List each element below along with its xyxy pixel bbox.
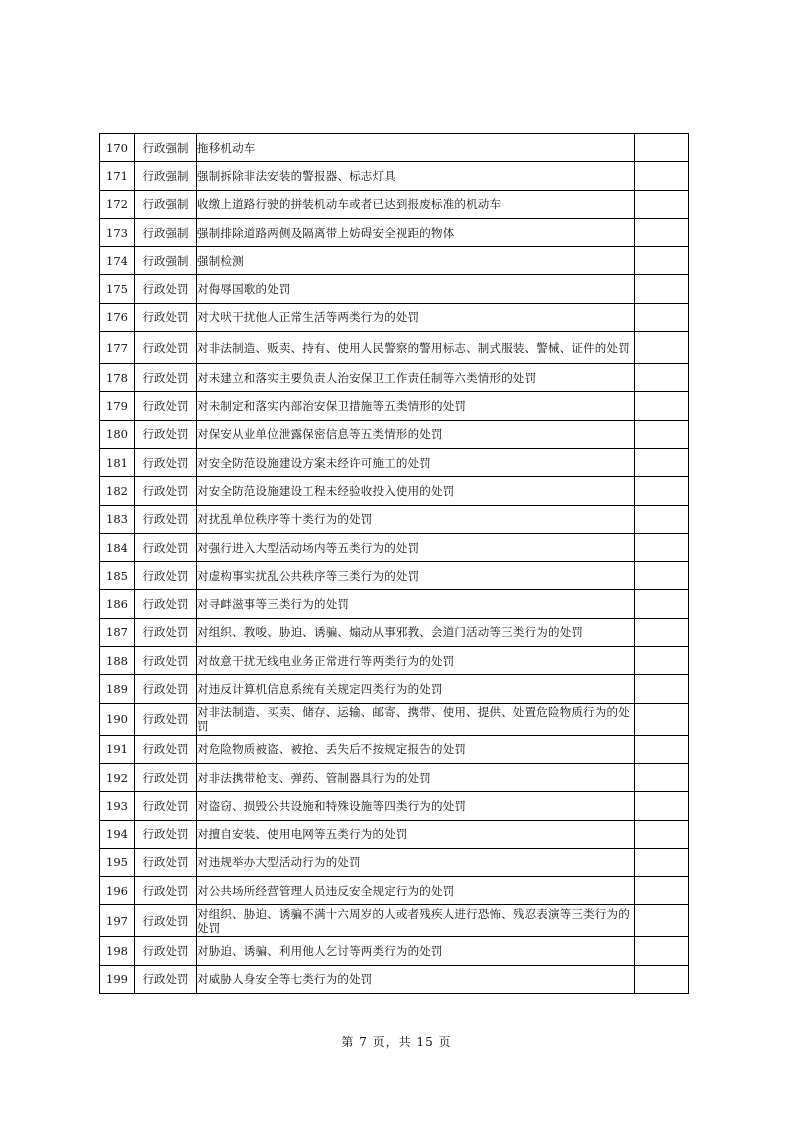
row-category: 行政处罚 (135, 877, 197, 905)
row-item-name: 对虚构事实扰乱公共秩序等三类行为的处罚 (197, 562, 635, 590)
page-footer-number: 第 7 页，共 15 页 (341, 1035, 452, 1049)
row-empty-cell (635, 505, 689, 533)
row-category: 行政处罚 (135, 364, 197, 392)
row-number: 178 (100, 364, 135, 392)
row-category: 行政处罚 (135, 533, 197, 561)
row-number: 174 (100, 247, 135, 275)
row-empty-cell (635, 275, 689, 303)
row-item-name: 对犬吠干扰他人正常生活等两类行为的处罚 (197, 303, 635, 331)
row-item-name: 强制拆除非法安装的警报器、标志灯具 (197, 162, 635, 190)
row-item-name: 对非法携带枪支、弹药、管制器具行为的处罚 (197, 763, 635, 791)
row-item-name: 对违反计算机信息系统有关规定四类行为的处罚 (197, 675, 635, 703)
table-row (100, 505, 689, 533)
row-item-name: 对未建立和落实主要负责人治安保卫工作责任制等六类情形的处罚 (197, 364, 635, 392)
row-item-name: 强制排除道路两侧及隔离带上妨碍安全视距的物体 (197, 218, 635, 246)
row-empty-cell (635, 848, 689, 876)
table-row (100, 364, 689, 392)
row-category: 行政强制 (135, 162, 197, 190)
table-row (100, 848, 689, 876)
row-empty-cell (635, 190, 689, 218)
row-category: 行政处罚 (135, 647, 197, 675)
row-category: 行政处罚 (135, 303, 197, 331)
row-category: 行政处罚 (135, 937, 197, 965)
table-row (100, 134, 689, 162)
table-row (100, 905, 689, 937)
row-empty-cell (635, 937, 689, 965)
table-row (100, 763, 689, 791)
row-category: 行政处罚 (135, 275, 197, 303)
row-number: 195 (100, 848, 135, 876)
row-empty-cell (635, 792, 689, 820)
row-item-name: 对安全防范设施建设方案未经许可施工的处罚 (197, 448, 635, 476)
row-category: 行政处罚 (135, 392, 197, 420)
row-empty-cell (635, 332, 689, 364)
row-category: 行政处罚 (135, 618, 197, 646)
table-row (100, 303, 689, 331)
row-number: 194 (100, 820, 135, 848)
row-number: 187 (100, 618, 135, 646)
row-item-name: 对组织、教唆、胁迫、诱骗、煽动从事邪教、会道门活动等三类行为的处罚 (197, 618, 635, 646)
row-number: 191 (100, 735, 135, 763)
row-empty-cell (635, 877, 689, 905)
row-category: 行政处罚 (135, 735, 197, 763)
row-item-name: 对组织、胁迫、诱骗不满十六周岁的人或者残疾人进行恐怖、残忍表演等三类行为的处罚 (197, 905, 635, 937)
row-item-name: 对违规举办大型活动行为的处罚 (197, 848, 635, 876)
row-number: 182 (100, 477, 135, 505)
row-category: 行政处罚 (135, 505, 197, 533)
row-number: 183 (100, 505, 135, 533)
table-row (100, 965, 689, 993)
table-row (100, 937, 689, 965)
row-category: 行政处罚 (135, 590, 197, 618)
row-number: 185 (100, 562, 135, 590)
row-number: 186 (100, 590, 135, 618)
row-item-name: 对未制定和落实内部治安保卫措施等五类情形的处罚 (197, 392, 635, 420)
row-empty-cell (635, 965, 689, 993)
row-number: 171 (100, 162, 135, 190)
row-number: 172 (100, 190, 135, 218)
table-row (100, 562, 689, 590)
row-number: 198 (100, 937, 135, 965)
row-empty-cell (635, 420, 689, 448)
row-category: 行政处罚 (135, 448, 197, 476)
row-number: 196 (100, 877, 135, 905)
row-category: 行政处罚 (135, 477, 197, 505)
row-empty-cell (635, 448, 689, 476)
row-item-name: 对危险物质被盗、被抢、丢失后不按规定报告的处罚 (197, 735, 635, 763)
row-item-name: 对寻衅滋事等三类行为的处罚 (197, 590, 635, 618)
row-empty-cell (635, 562, 689, 590)
row-category: 行政强制 (135, 218, 197, 246)
row-item-name: 对安全防范设施建设工程未经验收投入使用的处罚 (197, 477, 635, 505)
row-category: 行政处罚 (135, 675, 197, 703)
row-empty-cell (635, 590, 689, 618)
row-item-name: 对威胁人身安全等七类行为的处罚 (197, 965, 635, 993)
row-category: 行政处罚 (135, 820, 197, 848)
row-number: 193 (100, 792, 135, 820)
row-category: 行政处罚 (135, 332, 197, 364)
row-empty-cell (635, 533, 689, 561)
row-number: 188 (100, 647, 135, 675)
row-number: 177 (100, 332, 135, 364)
row-item-name: 强制检测 (197, 247, 635, 275)
row-item-name: 对扰乱单位秩序等十类行为的处罚 (197, 505, 635, 533)
row-item-name: 对胁迫、诱骗、利用他人乞讨等两类行为的处罚 (197, 937, 635, 965)
row-number: 176 (100, 303, 135, 331)
row-number: 189 (100, 675, 135, 703)
item-table-body (100, 134, 689, 994)
row-number: 192 (100, 763, 135, 791)
row-number: 175 (100, 275, 135, 303)
table-row (100, 675, 689, 703)
row-item-name: 对擅自安装、使用电网等五类行为的处罚 (197, 820, 635, 848)
table-row (100, 392, 689, 420)
row-category: 行政处罚 (135, 848, 197, 876)
row-item-name: 对盗窃、损毁公共设施和特殊设施等四类行为的处罚 (197, 792, 635, 820)
row-empty-cell (635, 303, 689, 331)
row-empty-cell (635, 763, 689, 791)
row-number: 180 (100, 420, 135, 448)
row-number: 199 (100, 965, 135, 993)
table-row (100, 618, 689, 646)
row-empty-cell (635, 675, 689, 703)
row-empty-cell (635, 820, 689, 848)
row-empty-cell (635, 162, 689, 190)
row-number: 179 (100, 392, 135, 420)
row-item-name: 对非法制造、买卖、储存、运输、邮寄、携带、使用、提供、处置危险物质行为的处罚 (197, 703, 635, 735)
row-item-name: 对侮辱国歌的处罚 (197, 275, 635, 303)
row-category: 行政处罚 (135, 703, 197, 735)
table-row (100, 877, 689, 905)
table-row (100, 190, 689, 218)
row-empty-cell (635, 477, 689, 505)
table-row (100, 703, 689, 735)
row-number: 184 (100, 533, 135, 561)
row-category: 行政处罚 (135, 905, 197, 937)
row-empty-cell (635, 703, 689, 735)
row-empty-cell (635, 618, 689, 646)
row-item-name: 对保安从业单位泄露保密信息等五类情形的处罚 (197, 420, 635, 448)
table-row (100, 477, 689, 505)
table-row (100, 162, 689, 190)
row-category: 行政强制 (135, 134, 197, 162)
item-table (99, 133, 689, 994)
row-empty-cell (635, 247, 689, 275)
table-row (100, 820, 689, 848)
table-row (100, 332, 689, 364)
table-row (100, 792, 689, 820)
row-number: 197 (100, 905, 135, 937)
table-row (100, 448, 689, 476)
table-row (100, 647, 689, 675)
table-row (100, 420, 689, 448)
row-item-name: 对故意干扰无线电业务正常进行等两类行为的处罚 (197, 647, 635, 675)
row-category: 行政处罚 (135, 965, 197, 993)
row-number: 190 (100, 703, 135, 735)
row-item-name: 拖移机动车 (197, 134, 635, 162)
row-category: 行政处罚 (135, 420, 197, 448)
row-category: 行政强制 (135, 247, 197, 275)
table-row (100, 735, 689, 763)
row-item-name: 对公共场所经营管理人员违反安全规定行为的处罚 (197, 877, 635, 905)
row-empty-cell (635, 735, 689, 763)
row-number: 181 (100, 448, 135, 476)
table-row (100, 218, 689, 246)
row-empty-cell (635, 218, 689, 246)
row-empty-cell (635, 392, 689, 420)
row-item-name: 收缴上道路行驶的拼装机动车或者已达到报废标准的机动车 (197, 190, 635, 218)
table-row (100, 247, 689, 275)
row-item-name: 对非法制造、贩卖、持有、使用人民警察的警用标志、制式服装、警械、证件的处罚 (197, 332, 635, 364)
table-row (100, 590, 689, 618)
row-empty-cell (635, 905, 689, 937)
row-category: 行政强制 (135, 190, 197, 218)
row-item-name: 对强行进入大型活动场内等五类行为的处罚 (197, 533, 635, 561)
row-empty-cell (635, 134, 689, 162)
row-category: 行政处罚 (135, 562, 197, 590)
row-empty-cell (635, 364, 689, 392)
row-number: 173 (100, 218, 135, 246)
row-empty-cell (635, 647, 689, 675)
row-number: 170 (100, 134, 135, 162)
row-category: 行政处罚 (135, 792, 197, 820)
table-row (100, 275, 689, 303)
table-row (100, 533, 689, 561)
row-category: 行政处罚 (135, 763, 197, 791)
